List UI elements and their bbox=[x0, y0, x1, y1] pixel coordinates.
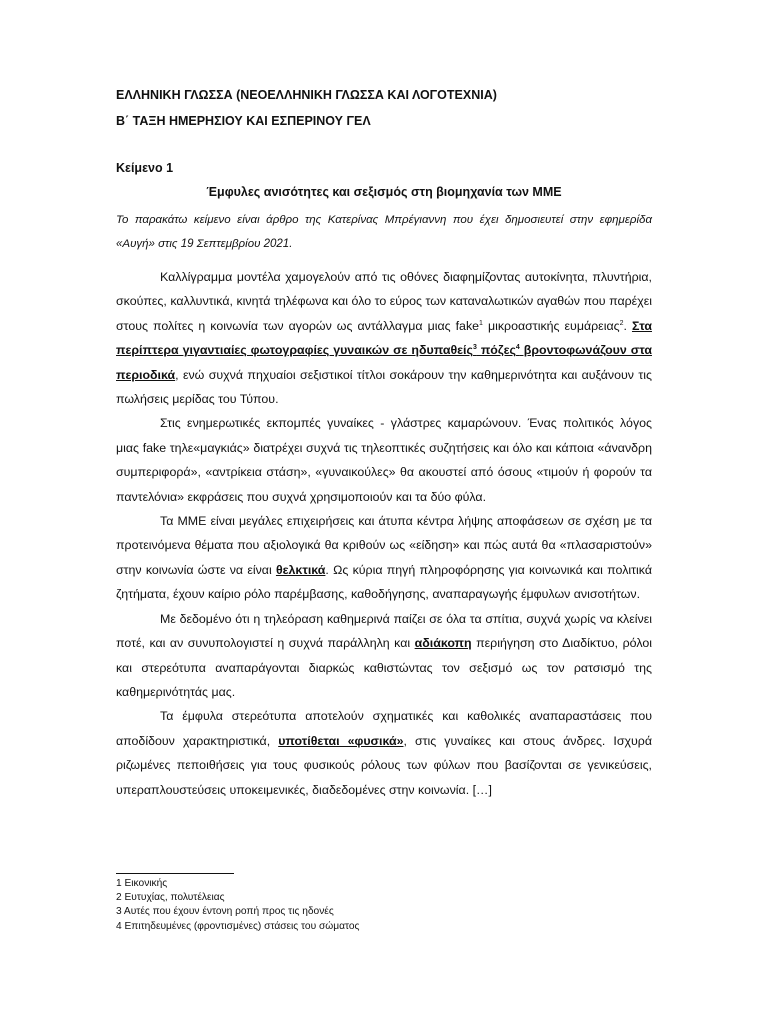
article-title: Έμφυλες ανισότητες και σεξισμός στη βιομηχανία των ΜΜΕ bbox=[206, 185, 562, 199]
paragraph-text: . bbox=[623, 318, 632, 333]
paragraph-4 bbox=[116, 607, 652, 705]
footnote-1: 1 Εικονικής bbox=[116, 878, 168, 889]
paragraph-text: περιήγηση στο Διαδίκτυο, ρόλοι και στερεότυπα αναπαράγονται διαρκώς καθιστώντας τον σεξισμό ως τον ρατσισμό της καθημερινότητάς μας. bbox=[116, 636, 652, 699]
paragraph-text: μικροαστικής ευμάρειας bbox=[482, 318, 620, 333]
paragraph-3 bbox=[116, 509, 652, 607]
paragraph-2: Στις ενημερωτικές εκπομπές γυναίκες - γλάστρες καμαρώνουν. Ένας πολιτικός λόγος μιας fake τηλε«μαγκιάς» διατρέχει συχνά τις τηλεοπτικές συζητήσεις και όλο και κάποια «άνανδρη συμπεριφορά», «αντρίκεια στάση», «γυναικούλες» θα ακουστεί από όσους «τιμούν ή φορούν τα παντελόνια» εκφράσεις που συχνά χρησιμοποιούν και τα δύο φύλα. bbox=[116, 416, 652, 504]
footnotes bbox=[116, 877, 359, 934]
footnote-ref: 3 bbox=[472, 344, 477, 352]
footnote-ref: 4 bbox=[515, 344, 520, 352]
footnote-ref: 2 bbox=[619, 319, 624, 327]
paragraph-text: Καλλίγραμμα μοντέλα χαμογελούν από τις οθόνες διαφημίζοντας αυτοκίνητα, πλυντήρια, σκούπες, καλλυντικά, κινητά τηλέφωνα και όλο το εύρος των καταναλωτικών αγαθών που παρέχει στους πολίτες η κοινωνία των αγορών ως αντάλλαγμα μιας fake bbox=[116, 270, 652, 333]
paragraph-text: . Ως κύρια πηγή πληροφόρησης για κοινωνικά και πολιτικά ζητήματα, έχουν καίριο ρόλο παρέμβασης, καθοδήγησης, αναπαραγωγής έμφυλων ανισοτήτων. bbox=[116, 562, 652, 602]
paragraph-text: Τα ΜΜΕ είναι μεγάλες επιχειρήσεις και άτυπα κέντρα λήψης αποφάσεων σε σχέση με τα προτεινόμενα θέματα που αξιολογικά θα κριθούν ως «είδηση» και πώς αυτά θα «πλασαριστούν» στην κοινωνία ώστε να είναι bbox=[116, 514, 652, 577]
paragraph-text: , στις γυναίκες και στους άνδρες. Ισχυρά ριζωμένες πεποιθήσεις για τους φυσικούς ρόλους των φύλων που βασίζονται σε γενικεύσεις, υπεραπλουστεύσεις υποκειμενικές, διαδεδομένες στην κοινωνία. […] bbox=[116, 733, 652, 797]
highlighted-text: Στα περίπτερα γιγαντιαίες φωτογραφίες γυναικών σε ηδυπαθείς bbox=[116, 318, 652, 358]
paragraph-text: , ενώ συχνά πηχυαίοι σεξιστικοί τίτλοι σοκάρουν την καθημερινότητα και αυξάνουν τις πωλήσεις μερίδας του Τύπου. bbox=[116, 367, 652, 407]
article-intro: Το παρακάτω κείμενο είναι άρθρο της Κατερίνας Μπρέγιαννη που έχει δημοσιευτεί στην εφημερίδα «Αυγή» στις 19 Σεπτεμβρίου 2021. bbox=[116, 214, 652, 250]
paragraph-5 bbox=[116, 704, 652, 802]
highlighted-text: πόζες bbox=[476, 343, 516, 358]
footnote-4: 4 Επιτηδευμένες (φροντισμένες) στάσεις του σώματος bbox=[116, 920, 360, 932]
article-body bbox=[116, 265, 652, 802]
highlighted-phrase: αδιάκοπη bbox=[414, 636, 472, 651]
paragraph-1 bbox=[116, 265, 652, 411]
footnote-2: 2 Ευτυχίας, πολυτέλειας bbox=[116, 892, 225, 904]
footnote-3: 3 Αυτές που έχουν έντονη ροπή προς τις ηδονές bbox=[116, 906, 334, 918]
highlighted-phrase: θελκτικά bbox=[275, 562, 326, 577]
highlighted-phrase: υποτίθεται «φυσικά» bbox=[278, 733, 404, 748]
paragraph-text: Με δεδομένο ότι η τηλεόραση καθημερινά παίζει σε όλα τα σπίτια, συχνά χωρίς να κλείνει ποτέ, και αν συνυπολογιστεί η συχνά παράλληλη και bbox=[116, 611, 652, 651]
footnote-ref: 1 bbox=[479, 319, 483, 327]
class-heading: Β΄ ΤΑΞΗ ΗΜΕΡΗΣΙΟΥ ΚΑΙ ΕΣΠΕΡΙΝΟΥ ΓΕΛ bbox=[116, 114, 371, 128]
paragraph-text: Τα έμφυλα στερεότυπα αποτελούν σχηματικές και καθολικές αναπαραστάσεις που αποδίδουν χαρακτηριστικά, bbox=[116, 709, 652, 748]
highlighted-text: βροντοφωνάζουν στα περιοδικά bbox=[116, 343, 652, 382]
subject-heading: ΕΛΛΗΝΙΚΗ ΓΛΩΣΣΑ (ΝΕΟΕΛΛΗΝΙΚΗ ΓΛΩΣΣΑ ΚΑΙ ΛΟΓΟΤΕΧΝΙΑ) bbox=[116, 88, 497, 102]
footnote-divider bbox=[116, 873, 234, 874]
text-label: Κείμενο 1 bbox=[116, 161, 174, 175]
